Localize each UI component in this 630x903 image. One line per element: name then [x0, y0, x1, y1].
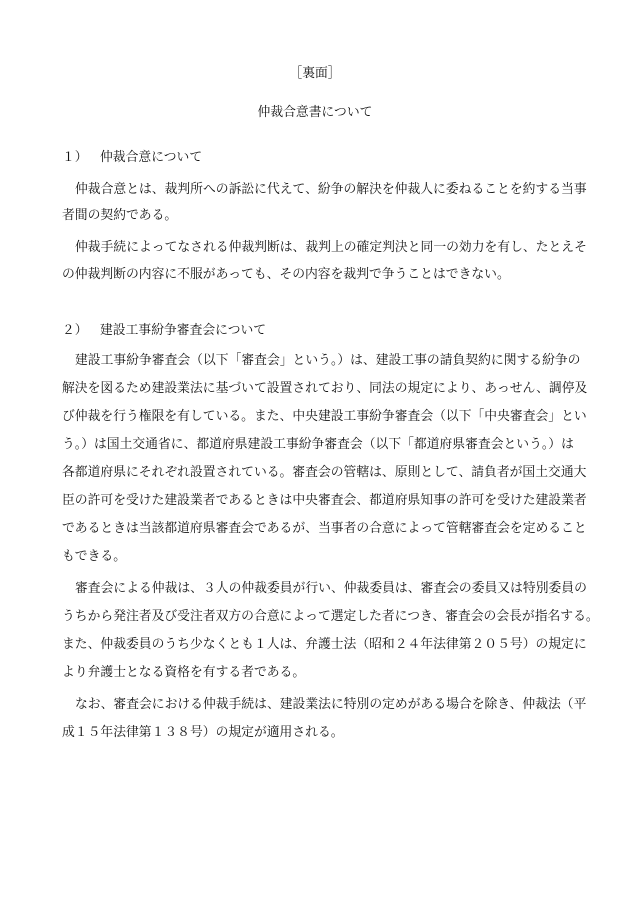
section2-line: 成１５年法律第１３８号）の規定が適用される。: [62, 725, 344, 740]
side-label: ［裏面］: [289, 66, 341, 81]
section2-line: び仲裁を行う権限を有している。また、中央建設工事紛争審査会（以下「中央審査会」とい: [62, 409, 587, 424]
section2-line: うちから発注者及び受注者双方の合意によって選定した者につき、審査会の会長が指名する。: [62, 609, 599, 624]
section1-line: の仲裁判断の内容に不服があっても、その内容を裁判で争うことはできない。: [62, 267, 510, 282]
section1-number: １）: [62, 150, 88, 165]
section2-heading: [62, 323, 582, 339]
section2-line: また、仲裁委員のうち少なくとも１人は、弁護士法（昭和２４年法律第２０５号）の規定に: [62, 637, 587, 652]
section2-line: より弁護士となる資格を有する者である。: [62, 665, 306, 680]
section2-line: 建設工事紛争審査会（以下「審査会」という。）は、建設工事の請負契約に関する紛争の: [75, 353, 581, 368]
section1-heading: [62, 150, 582, 166]
section2-line: もできる。: [62, 549, 126, 564]
section1-line: 者間の契約である。: [62, 208, 178, 223]
document-title: 仲裁合意書について: [257, 105, 373, 120]
section2-line: う。）は国土交通省に、都道府県建設工事紛争審査会（以下「都道府県審査会という。）は: [62, 437, 574, 452]
section1-title: 仲裁合意について: [100, 150, 203, 165]
section2-title: 建設工事紛争審査会について: [100, 323, 267, 338]
section2-number: ２）: [62, 323, 88, 338]
section1-line: 仲裁合意とは、裁判所への訴訟に代えて、紛争の解決を仲裁人に委ねることを約する当事: [75, 182, 587, 197]
section2-line: なお、審査会における仲裁手続は、建設業法に特別の定めがある場合を除き、仲裁法（平: [75, 697, 587, 712]
section1-line: 仲裁手続によってなされる仲裁判断は、裁判上の確定判決と同一の効力を有し、たとえそ: [75, 240, 587, 255]
section2-line: 解決を図るため建設業法に基づいて設置されており、同法の規定により、あっせん、調停及: [62, 381, 588, 396]
section2-line: 審査会による仲裁は、３人の仲裁委員が行い、仲裁委員は、審査会の委員又は特別委員の: [75, 581, 587, 596]
section2-line: 各都道府県にそれぞれ設置されている。審査会の管轄は、原則として、請負者が国土交通大: [62, 465, 587, 480]
section2-line: であるときは当該都道府県審査会であるが、当事者の合意によって管轄審査会を定めること: [62, 521, 587, 536]
section2-line: 臣の許可を受けた建設業者であるときは中央審査会、都道府県知事の許可を受けた建設業者: [62, 493, 587, 508]
